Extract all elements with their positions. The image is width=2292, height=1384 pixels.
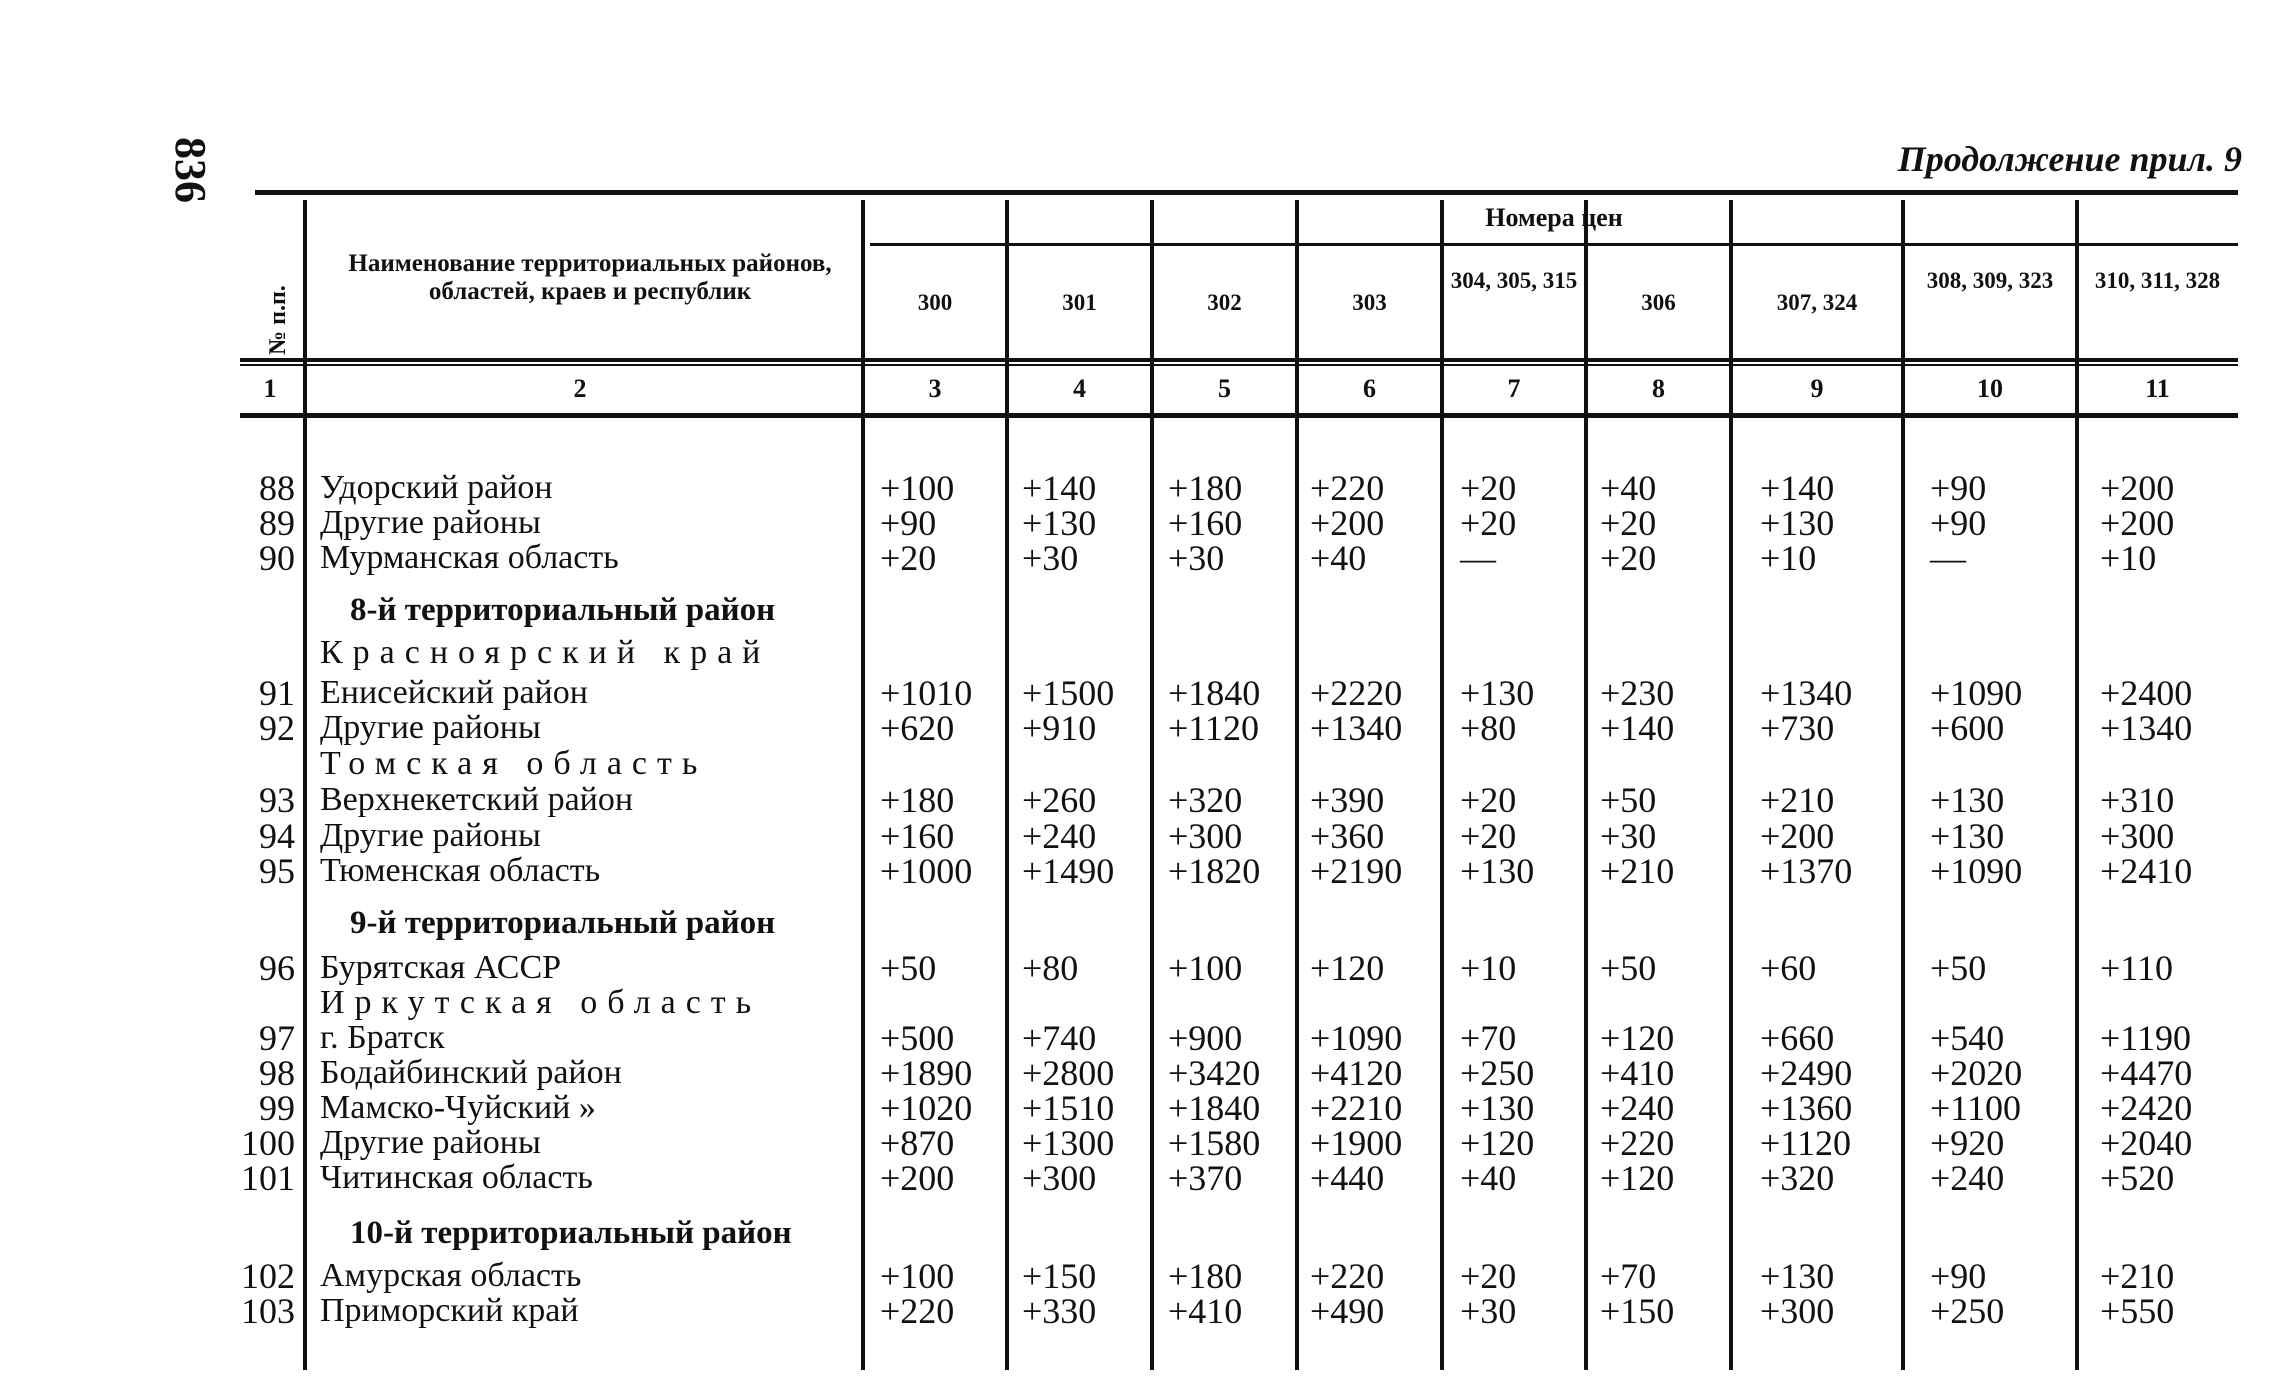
price-value: +2400 [2100,673,2193,713]
price-value: +390 [1310,780,1385,820]
price-value: +90 [1930,468,1987,508]
price-value: +80 [1460,708,1517,748]
price-value: +1580 [1168,1123,1261,1163]
row-number: 95 [259,851,295,891]
continuation-title: Продолжение прил. 9 [1897,139,2242,179]
price-value: +2040 [2100,1123,2193,1163]
column-rule [1005,200,1009,1370]
price-value: +540 [1930,1018,2005,1058]
price-value: +20 [880,538,937,578]
group-heading: Иркутская область [320,984,762,1021]
price-value: +250 [1460,1053,1535,1093]
row-number: 100 [241,1123,295,1163]
row-number: 98 [259,1053,295,1093]
price-value: +1510 [1022,1088,1115,1128]
section-heading: 9-й территориальный район [350,905,776,941]
prices-header-rule [870,243,2238,246]
column-number: 7 [1507,374,1521,403]
price-value: +130 [1460,851,1535,891]
column-rule [1295,200,1299,1370]
price-value: +2410 [2100,851,2193,891]
column-number: 6 [1363,374,1376,403]
price-value: +50 [880,948,937,988]
page-number: 836 [166,137,215,203]
price-value: +130 [1930,780,2005,820]
price-value: +1500 [1022,673,1115,713]
price-column-header: 300 [917,290,953,315]
column-number: 1 [263,374,277,403]
prices-header: Номера цен [1485,203,1623,232]
price-value: +2210 [1310,1088,1403,1128]
price-value: +210 [1600,851,1675,891]
price-value: +250 [1930,1291,2005,1331]
price-value: +4470 [2100,1053,2193,1093]
price-value: +410 [1600,1053,1675,1093]
region-name: Приморский край [320,1292,579,1329]
price-value: +10 [2100,538,2157,578]
price-value: +120 [1600,1018,1675,1058]
row-number: 90 [259,538,295,578]
price-value: +60 [1760,948,1817,988]
row-number: 101 [241,1158,295,1198]
price-column-header: 306 [1641,290,1676,315]
price-value: +100 [880,468,955,508]
column-rule [1584,200,1588,1370]
price-value: +140 [1022,468,1097,508]
price-value: +870 [880,1123,955,1163]
price-value: +1370 [1760,851,1853,891]
price-column-header: 301 [1062,290,1097,315]
price-value: +370 [1168,1158,1243,1198]
price-value: +20 [1600,503,1657,543]
row-number: 99 [259,1088,295,1128]
price-value: +1190 [2100,1018,2191,1058]
price-value: +130 [1760,503,1835,543]
price-value: +90 [880,503,937,543]
price-value: +500 [880,1018,955,1058]
price-value: +1490 [1022,851,1115,891]
price-value: +20 [1460,503,1517,543]
price-value: +1120 [1168,708,1259,748]
price-value: +1120 [1760,1123,1851,1163]
price-value: +30 [1600,816,1657,856]
price-value: +50 [1930,948,1987,988]
column-rule [861,200,865,1370]
price-value: +1890 [880,1053,973,1093]
price-value: +70 [1460,1018,1517,1058]
price-value: +20 [1460,468,1517,508]
price-value: +240 [1930,1158,2005,1198]
price-value: +140 [1760,468,1835,508]
region-name: Другие районы [320,1124,541,1161]
price-value: +240 [1600,1088,1675,1128]
price-value: +1100 [1930,1088,2021,1128]
price-value: +120 [1310,948,1385,988]
region-name: Мурманская область [320,539,619,576]
price-value: +240 [1022,816,1097,856]
column-numbers-top-rule-2 [240,364,2238,366]
price-value: +50 [1600,948,1657,988]
price-value: +180 [880,780,955,820]
region-name: Енисейский район [320,674,588,711]
price-column-header: 304, 305, 315 [1450,268,1578,293]
region-name: Другие районы [320,709,541,746]
price-value: +260 [1022,780,1097,820]
price-value: +1000 [880,851,973,891]
region-name: Верхнекетский район [320,781,634,818]
price-value: +1340 [1310,708,1403,748]
price-value: +130 [1460,673,1535,713]
price-value: +910 [1022,708,1097,748]
row-number: 102 [241,1256,295,1296]
price-value: +300 [1168,816,1243,856]
price-value: +730 [1760,708,1835,748]
price-value: +20 [1460,816,1517,856]
column-number: 3 [928,374,942,403]
price-value: +1010 [880,673,973,713]
column-rule [2075,200,2079,1370]
price-value: +140 [1600,708,1675,748]
price-value: +120 [1600,1158,1675,1198]
price-value: +660 [1760,1018,1835,1058]
price-value: +150 [1600,1291,1675,1331]
price-value: +10 [1460,948,1517,988]
row-number: 92 [259,708,295,748]
price-value: +200 [880,1158,955,1198]
price-value: +2220 [1310,673,1403,713]
price-value: +300 [1022,1158,1097,1198]
price-value: +30 [1168,538,1225,578]
group-heading: Томская область [320,745,708,782]
row-number: 97 [259,1018,295,1058]
row-number: 96 [259,948,295,988]
row-number-header: № п.п. [265,285,291,355]
price-value: +150 [1022,1256,1097,1296]
price-value: +2020 [1930,1053,2023,1093]
price-value: +80 [1022,948,1079,988]
row-number: 89 [259,503,295,543]
column-rule [1729,200,1733,1370]
price-value: +740 [1022,1018,1097,1058]
price-value: — [1460,538,1496,578]
price-value: +1840 [1168,673,1261,713]
price-value: +220 [1310,1256,1385,1296]
price-value: +550 [2100,1291,2175,1331]
column-number: 4 [1073,374,1086,403]
price-value: +320 [1168,780,1243,820]
region-name: Другие районы [320,817,541,854]
price-value: +900 [1168,1018,1243,1058]
price-value: +70 [1600,1256,1657,1296]
price-value: +1360 [1760,1088,1853,1128]
column-rule [1901,200,1905,1370]
group-heading: Красноярский край [320,634,771,671]
price-value: +520 [2100,1158,2175,1198]
region-name: Другие районы [320,504,541,541]
price-value: +20 [1600,538,1657,578]
price-value: +4120 [1310,1053,1403,1093]
column-number: 2 [573,374,587,403]
row-number: 103 [241,1291,295,1331]
price-value: — [1930,538,1966,578]
price-value: +120 [1460,1123,1535,1163]
price-column-header: 302 [1207,290,1242,315]
region-name: Мамско-Чуйский » [320,1089,596,1126]
row-number: 93 [259,780,295,820]
price-value: +320 [1760,1158,1835,1198]
price-column-header: 308, 309, 323 [1926,268,2054,293]
price-value: +130 [1022,503,1097,543]
column-number: 11 [2145,374,2170,403]
column-numbers-bottom-rule [240,413,2238,418]
price-value: +130 [1460,1088,1535,1128]
price-value: +620 [880,708,955,748]
region-name: Тюменская область [320,852,601,889]
price-value: +210 [1760,780,1835,820]
price-value: +1900 [1310,1123,1403,1163]
price-value: +490 [1310,1291,1385,1331]
price-value: +130 [1930,816,2005,856]
column-number: 9 [1810,374,1824,403]
price-value: +410 [1168,1291,1243,1331]
price-value: +360 [1310,816,1385,856]
price-value: +300 [1760,1291,1835,1331]
price-value: +1340 [2100,708,2193,748]
column-number: 8 [1652,374,1665,403]
price-value: +40 [1600,468,1657,508]
price-value: +100 [880,1256,955,1296]
price-value: +1090 [1930,673,2023,713]
price-column-header: 307, 324 [1776,290,1858,315]
price-value: +330 [1022,1291,1097,1331]
price-value: +2190 [1310,851,1403,891]
price-value: +220 [1600,1123,1675,1163]
price-value: +2420 [2100,1088,2193,1128]
price-value: +130 [1760,1256,1835,1296]
price-value: +1820 [1168,851,1261,891]
region-name: Удорский район [320,469,553,506]
price-value: +30 [1022,538,1079,578]
price-value: +110 [2100,948,2173,988]
price-value: +2800 [1022,1053,1115,1093]
price-value: +300 [2100,816,2175,856]
price-value: +160 [880,816,955,856]
price-value: +20 [1460,780,1517,820]
column-rule [1440,200,1444,1370]
price-value: +1340 [1760,673,1853,713]
price-value: +440 [1310,1158,1385,1198]
price-value: +3420 [1168,1053,1261,1093]
price-value: +40 [1460,1158,1517,1198]
price-column-header: 303 [1352,290,1387,315]
row-number: 94 [259,816,295,856]
row-number: 88 [259,468,295,508]
section-heading: 8-й территориальный район [350,592,776,628]
region-name: Бодайбинский район [320,1054,622,1091]
price-value: +100 [1168,948,1243,988]
price-value: +310 [2100,780,2175,820]
price-value: +50 [1600,780,1657,820]
price-value: +210 [2100,1256,2175,1296]
price-value: +220 [880,1291,955,1331]
price-value: +1020 [880,1088,973,1128]
price-value: +180 [1168,1256,1243,1296]
region-name: г. Братск [320,1019,445,1056]
price-value: +230 [1600,673,1675,713]
price-value: +90 [1930,503,1987,543]
table-top-rule [255,190,2238,195]
price-value: +200 [1760,816,1835,856]
price-value: +20 [1460,1256,1517,1296]
price-value: +220 [1310,468,1385,508]
price-column-header: 310, 311, 328 [2094,268,2221,293]
name-column-header: Наименование территориальных районов, областей, краев и республик [348,250,832,305]
column-number: 5 [1218,374,1231,403]
price-value: +1300 [1022,1123,1115,1163]
row-number: 91 [259,673,295,713]
column-number: 10 [1977,374,2003,403]
price-value: +1090 [1930,851,2023,891]
price-value: +920 [1930,1123,2005,1163]
price-value: +90 [1930,1256,1987,1296]
price-value: +160 [1168,503,1243,543]
price-value: +1840 [1168,1088,1261,1128]
column-rule [1150,200,1154,1370]
price-value: +200 [2100,468,2175,508]
price-value: +1090 [1310,1018,1403,1058]
price-value: +40 [1310,538,1367,578]
price-value: +180 [1168,468,1243,508]
price-value: +600 [1930,708,2005,748]
region-name: Бурятская АССР [320,949,562,986]
price-value: +30 [1460,1291,1517,1331]
price-value: +2490 [1760,1053,1853,1093]
price-value: +10 [1760,538,1817,578]
price-value: +200 [2100,503,2175,543]
price-value: +200 [1310,503,1385,543]
region-name: Читинская область [320,1159,593,1196]
column-numbers-top-rule [240,358,2238,362]
section-heading: 10-й территориальный район [350,1215,792,1251]
region-name: Амурская область [320,1257,582,1294]
